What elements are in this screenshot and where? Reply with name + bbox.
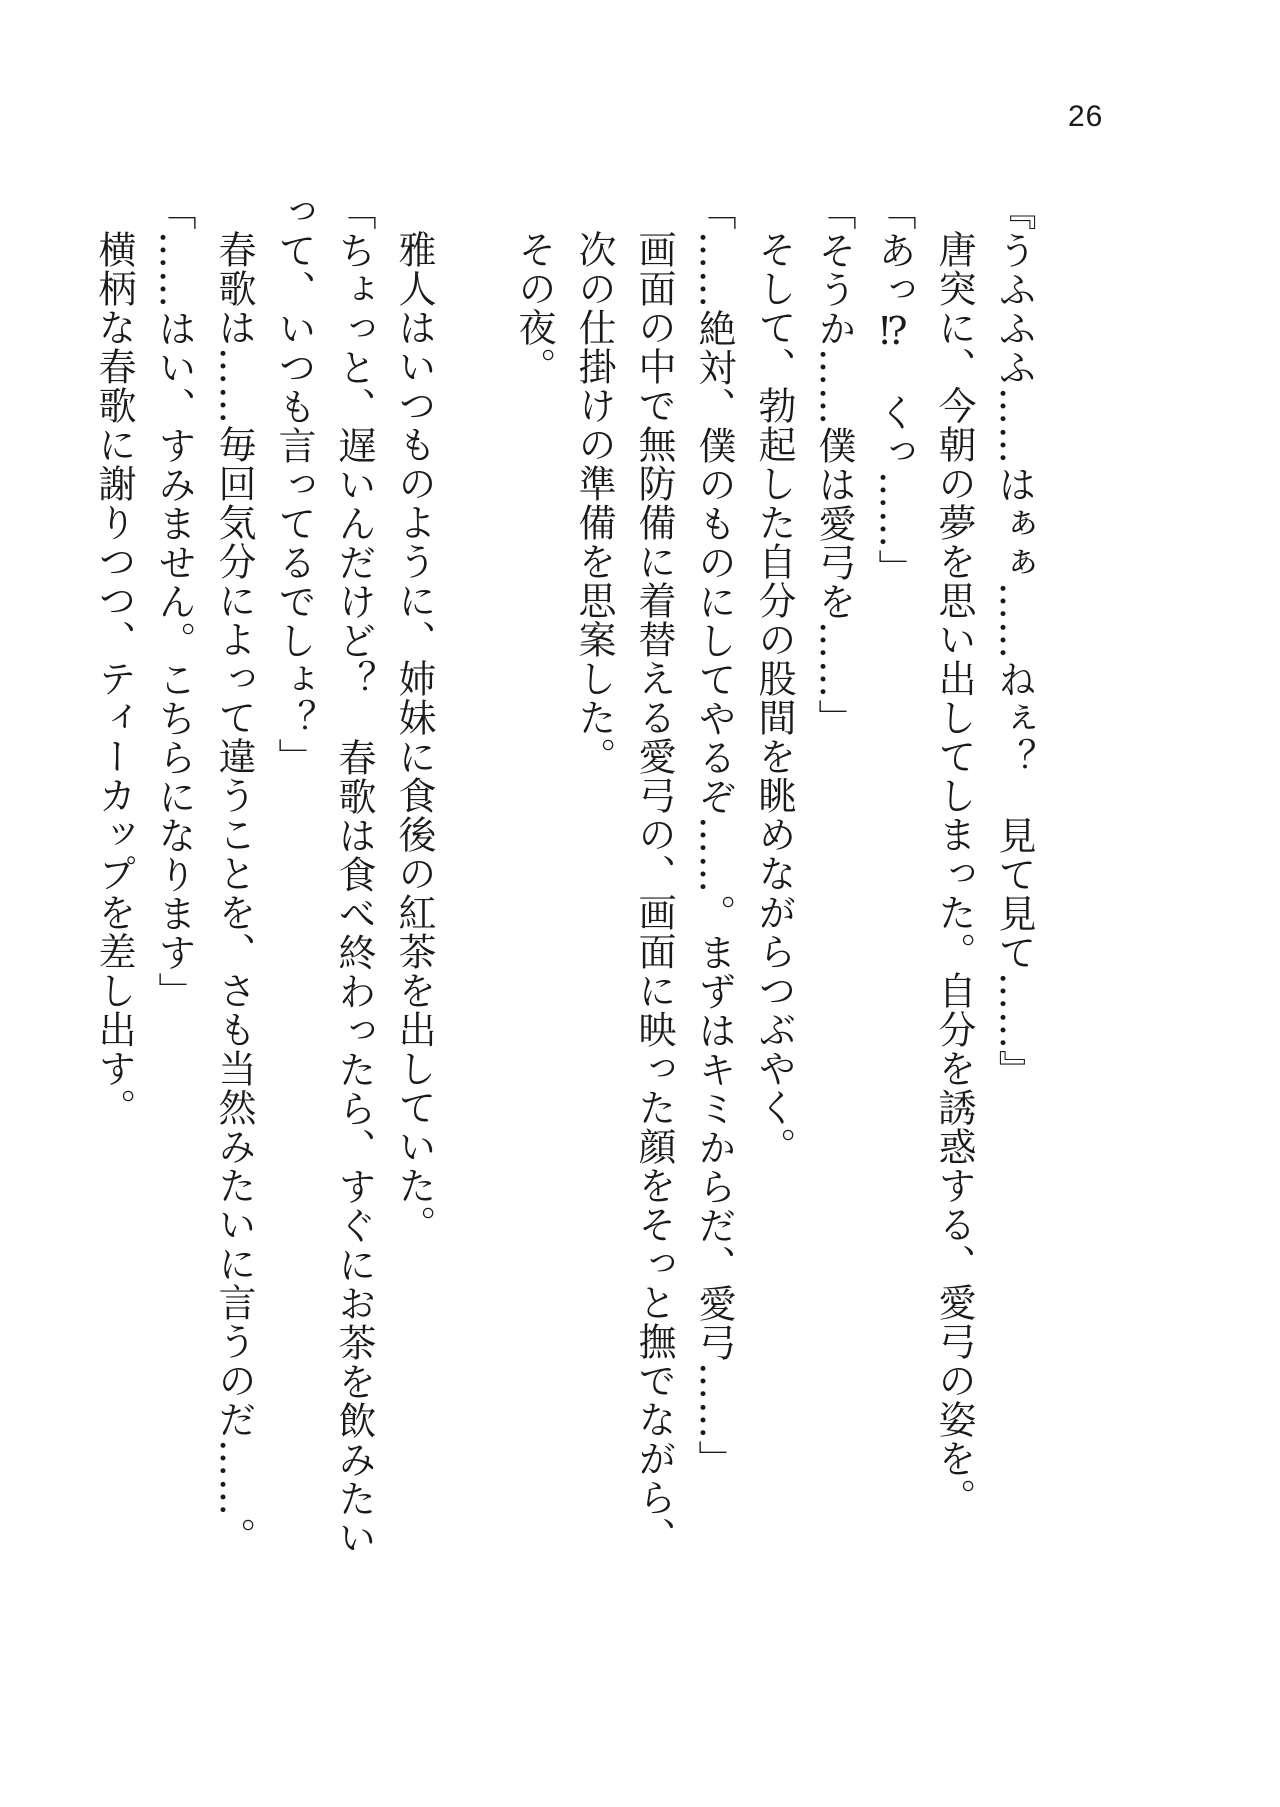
text-line: その夜。 <box>512 230 556 386</box>
text-line: 春歌は……毎回気分によって違うことを、さも当然みたいに言うのだ……。 <box>212 230 256 1556</box>
text-line: そして、勃起した自分の股間を眺めながらつぶやく。 <box>752 230 796 1166</box>
text-line: 雅人はいつものように、姉妹に食後の紅茶を出していた。 <box>392 230 436 1244</box>
text-line: 画面の中で無防備に着替える愛弓の、画面に映った顔をそっと撫でながら、次の仕掛けの準備を思案した。 <box>572 230 676 1556</box>
text-line: 「あっ⁉ くっ……」 <box>872 192 916 588</box>
body-text <box>84 192 1044 1592</box>
text-line: 「……絶対、僕のものにしてやるぞ……。まずはキミからだ、愛弓……」 <box>692 192 736 1479</box>
page-number: 26 <box>1068 100 1104 133</box>
text-line: 『うふふふ……はぁぁ……ねぇ？ 見て見て……』 <box>992 192 1036 1089</box>
text-line: 横柄な春歌に謝りつつ、ティーカップを差し出す。 <box>92 230 136 1127</box>
text-line: 「……はい、すみません。こちらになります」 <box>152 192 196 1011</box>
text-line: 「ちょっと、遅いんだけど？ 春歌は食べ終わったら、すぐにお茶を飲みたいって、いつも言ってるでしょ？」 <box>272 192 376 1557</box>
text-line: 唐突に、今朝の夢を思い出してしまった。自分を誘惑する、愛弓の姿を。 <box>932 230 976 1517</box>
text-line: 「そうか……僕は愛弓を……」 <box>812 192 856 738</box>
